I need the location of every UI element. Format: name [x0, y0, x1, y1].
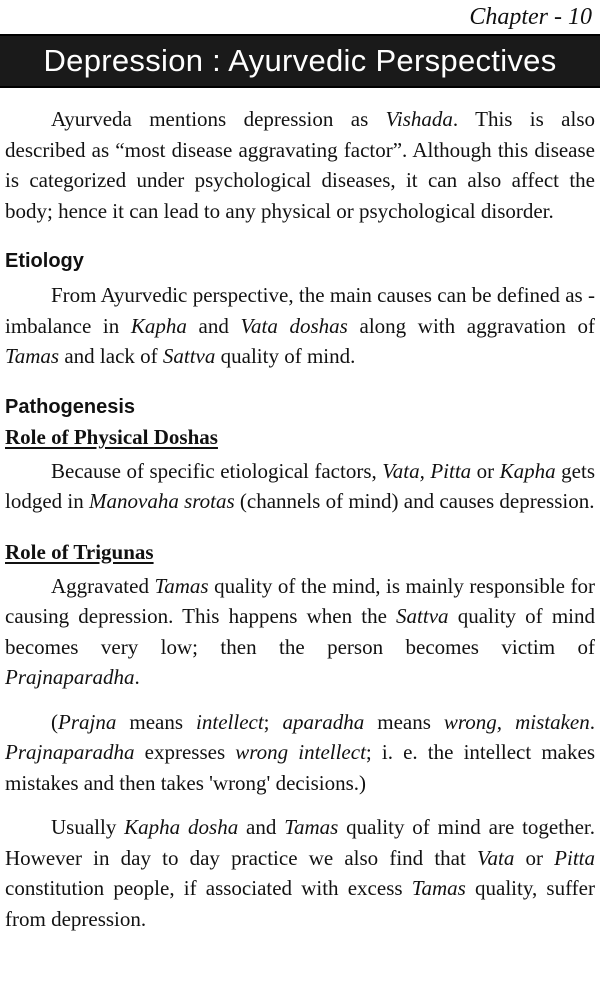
text-span: (	[51, 709, 58, 734]
italic-term: Vata	[476, 845, 515, 870]
text-span: constitution people, if associated with excess	[5, 876, 412, 900]
italic-term: Tamas	[284, 815, 339, 839]
page-title: Depression : Ayurvedic Perspectives	[43, 43, 557, 78]
italic-term: Kapha	[130, 313, 187, 338]
text-span: or	[514, 845, 555, 870]
page-content	[5, 104, 595, 934]
italic-term: Manovaha srotas	[89, 489, 235, 513]
italic-term: Kapha	[499, 458, 556, 483]
italic-term: Tamas	[154, 573, 209, 598]
text-span: quality, suffer from depression.	[5, 876, 595, 931]
text-span: along with aggravation of	[347, 313, 596, 338]
text-span: expresses	[134, 740, 236, 764]
text-span: .	[589, 709, 595, 734]
italic-term: wrong intellect	[235, 740, 366, 764]
etiology-heading: Etiology	[5, 250, 84, 272]
italic-term: aparadha	[282, 709, 365, 734]
italic-term: Tamas	[411, 876, 466, 900]
italic-term: intellect	[196, 709, 264, 734]
text-span: quality of mind are together. However in day to day practice we also find that	[5, 815, 595, 870]
text-span: and	[186, 313, 241, 338]
italic-term: Prajnaparadha	[5, 740, 135, 764]
prajna-note-paragraph	[5, 707, 595, 799]
text-span: Ayurveda mentions depression as	[51, 107, 386, 131]
title-bar	[0, 34, 600, 88]
italic-term: Kapha dosha	[124, 815, 239, 839]
text-span: gets lodged in	[5, 458, 595, 513]
italic-term: Pitta	[554, 845, 595, 870]
italic-term: Prajna	[58, 709, 117, 734]
pathogenesis-heading: Pathogenesis	[5, 395, 136, 418]
text-span: and lack of	[59, 344, 163, 368]
italic-term: Tamas	[5, 344, 60, 368]
italic-term: Vata, Pitta	[382, 458, 472, 483]
italic-term: Sattva	[396, 604, 449, 628]
text-span: .	[134, 665, 140, 689]
italic-term: Vata doshas	[240, 313, 348, 338]
text-span: Aggravated	[51, 573, 155, 598]
text-span: ; i. e. the intellect makes mistakes and then takes 'wrong' decisions.)	[5, 740, 595, 795]
italic-term: Prajnaparadha	[5, 665, 135, 689]
trigunas-subheading: Role of Trigunas	[5, 539, 154, 564]
italic-term: Sattva	[162, 344, 216, 368]
text-span: quality of mind becomes very low; then the person becomes victim of	[5, 604, 595, 659]
trigunas-paragraph	[5, 571, 595, 693]
text-span: ;	[263, 709, 283, 734]
text-span: From Ayurvedic perspective, the main causes can be defined as - imbalance in	[5, 283, 595, 338]
intro-paragraph	[5, 104, 595, 226]
chapter-label: Chapter - 10	[469, 4, 592, 30]
physical-doshas-subheading: Role of Physical Doshas	[5, 424, 218, 449]
text-span: quality of the mind, is mainly responsible for causing depression. This happens when the	[5, 573, 595, 628]
text-span: means	[116, 709, 197, 734]
physical-doshas-paragraph	[5, 456, 595, 517]
etiology-paragraph	[5, 280, 595, 372]
usually-paragraph	[5, 812, 595, 934]
text-span: (channels of mind) and causes depression.	[234, 489, 595, 513]
text-span: and	[238, 815, 285, 839]
text-span: means	[364, 709, 444, 734]
text-span: or	[471, 458, 500, 483]
text-span: Usually	[51, 815, 125, 839]
italic-term: Vishada	[385, 107, 453, 131]
text-span: quality of mind.	[215, 344, 356, 368]
italic-term: wrong, mistaken	[443, 709, 590, 734]
text-span: . This is also described as “most disease aggravating factor”. Although this disease is categorized under psychological diseases, it can also affect the body; hence it can lead to any physical or psychological disorder.	[5, 107, 595, 223]
text-span: Because of specific etiological factors,	[51, 458, 383, 483]
